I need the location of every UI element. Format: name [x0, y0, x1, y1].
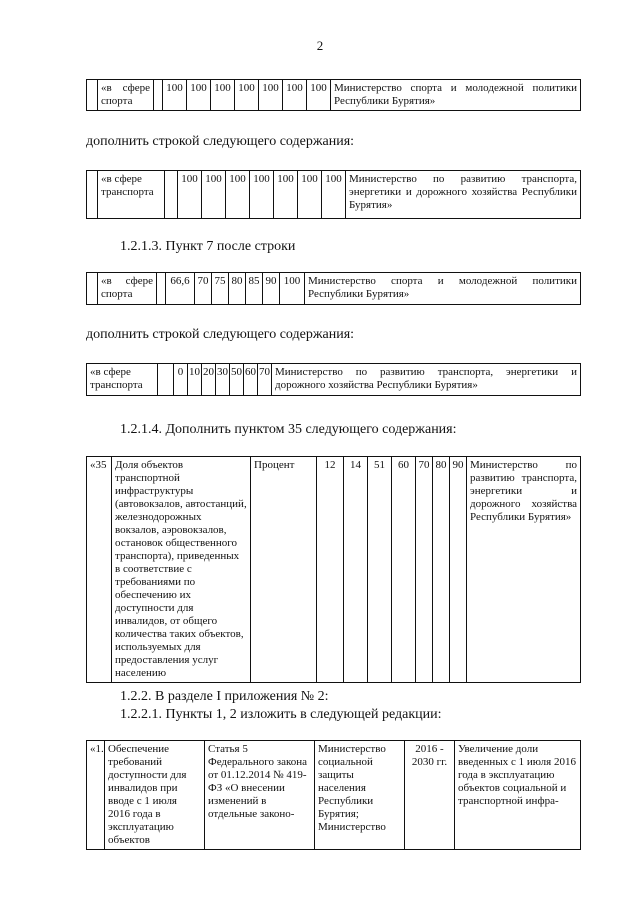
executor-cell: Министерство социальной защиты населения Республики Бурятия; Министерство [315, 741, 405, 850]
executor-cell: Министерство по развитию транспорта, энергетики и дорожного хозяйства Республики Бурятия» [346, 171, 581, 219]
table-row [87, 364, 581, 396]
text-item-1214: 1.2.1.4. Дополнить пунктом 35 следующего содержания: [120, 422, 457, 437]
value-cell: 60 [392, 457, 416, 683]
value-cell: 100 [178, 171, 202, 219]
table-item-35 [86, 456, 581, 683]
period-cell: 2016 - 2030 гг. [405, 741, 455, 850]
value-cell: 85 [246, 273, 263, 305]
legal-basis-cell: Статья 5 Федерального закона от 01.12.2014 № 419-ФЗ «О внесении изменений в отдельные законо- [205, 741, 315, 850]
empty-cell [154, 80, 163, 111]
empty-cell [158, 364, 174, 396]
table-sport-row-2 [86, 272, 581, 305]
value-cell: 60 [244, 364, 258, 396]
empty-cell [87, 273, 98, 305]
value-cell: 90 [263, 273, 280, 305]
value-cell: 100 [274, 171, 298, 219]
value-cell: 14 [344, 457, 368, 683]
value-cell: 0 [174, 364, 188, 396]
value-cell: 100 [163, 80, 187, 111]
unit-cell: Процент [251, 457, 317, 683]
item-number: «35 [87, 457, 112, 683]
value-cell: 100 [235, 80, 259, 111]
sector-label: «в сфере транспорта [87, 364, 158, 396]
sector-label: «в сфере транспорта [98, 171, 165, 219]
table-row [87, 171, 581, 219]
value-cell: 20 [202, 364, 216, 396]
executor-cell: Министерство по развитию транспорта, энергетики и дорожного хозяйства Республики Бурятия» [272, 364, 581, 396]
value-cell: 100 [211, 80, 235, 111]
value-cell: 100 [259, 80, 283, 111]
value-cell: 100 [202, 171, 226, 219]
value-cell: 70 [258, 364, 272, 396]
empty-cell [87, 171, 98, 219]
value-cell: 80 [433, 457, 450, 683]
value-cell: 30 [216, 364, 230, 396]
text-add-row-2: дополнить строкой следующего содержания: [86, 327, 355, 342]
text-item-122: 1.2.2. В разделе I приложения № 2: [120, 689, 329, 704]
item-number: «1. [87, 741, 105, 850]
empty-cell [157, 273, 166, 305]
value-cell: 12 [317, 457, 344, 683]
empty-cell [165, 171, 178, 219]
measure-name: Обеспечение требований доступности для инвалидов при вводе с 1 июля 2016 года в эксплуатацию объектов [105, 741, 205, 850]
sector-label: «в сфере спорта [98, 273, 157, 305]
value-cell: 100 [226, 171, 250, 219]
table-item-1 [86, 740, 581, 850]
table-sport-row-1 [86, 79, 581, 111]
table-row [87, 457, 581, 683]
value-cell: 50 [230, 364, 244, 396]
value-cell: 80 [229, 273, 246, 305]
table-transport-row-1 [86, 170, 581, 219]
executor-cell: Министерство спорта и молодежной политики Республики Бурятия» [305, 273, 581, 305]
value-cell: 66,6 [166, 273, 195, 305]
table-row [87, 273, 581, 305]
value-cell: 70 [416, 457, 433, 683]
value-cell: 100 [187, 80, 211, 111]
text-item-1221: 1.2.2.1. Пункты 1, 2 изложить в следующей редакции: [120, 707, 442, 722]
page-number: 2 [316, 38, 324, 53]
text-add-row-1: дополнить строкой следующего содержания: [86, 134, 355, 149]
value-cell: 100 [250, 171, 274, 219]
value-cell: 100 [322, 171, 346, 219]
sector-label: «в сфере спорта [98, 80, 154, 111]
text-item-1213: 1.2.1.3. Пункт 7 после строки [120, 239, 296, 254]
table-transport-row-2 [86, 363, 581, 396]
value-cell: 90 [450, 457, 467, 683]
value-cell: 100 [283, 80, 307, 111]
indicator-name: Доля объектов транспортной инфраструктуры (автовокзалов, автостанций, железнодорожных вокзалов, аэровокзалов, остановок общественного транспорта), приведенных в соответствие с требованиями по обеспечению их доступности для инвалидов, от общего количества таких объектов, используемых для предоставления услуг населению [112, 457, 251, 683]
value-cell: 70 [195, 273, 212, 305]
executor-cell: Министерство по развитию транспорта, энергетики и дорожного хозяйства Республики Бурятия» [467, 457, 581, 683]
value-cell: 10 [188, 364, 202, 396]
value-cell: 75 [212, 273, 229, 305]
table-row [87, 741, 581, 850]
value-cell: 100 [298, 171, 322, 219]
empty-cell [87, 80, 98, 111]
value-cell: 100 [307, 80, 331, 111]
result-cell: Увеличение доли введенных с 1 июля 2016 года в эксплуатацию объектов социальной и транспортной инфра- [455, 741, 581, 850]
value-cell: 51 [368, 457, 392, 683]
executor-cell: Министерство спорта и молодежной политики Республики Бурятия» [331, 80, 581, 111]
table-row [87, 80, 581, 111]
value-cell: 100 [280, 273, 305, 305]
